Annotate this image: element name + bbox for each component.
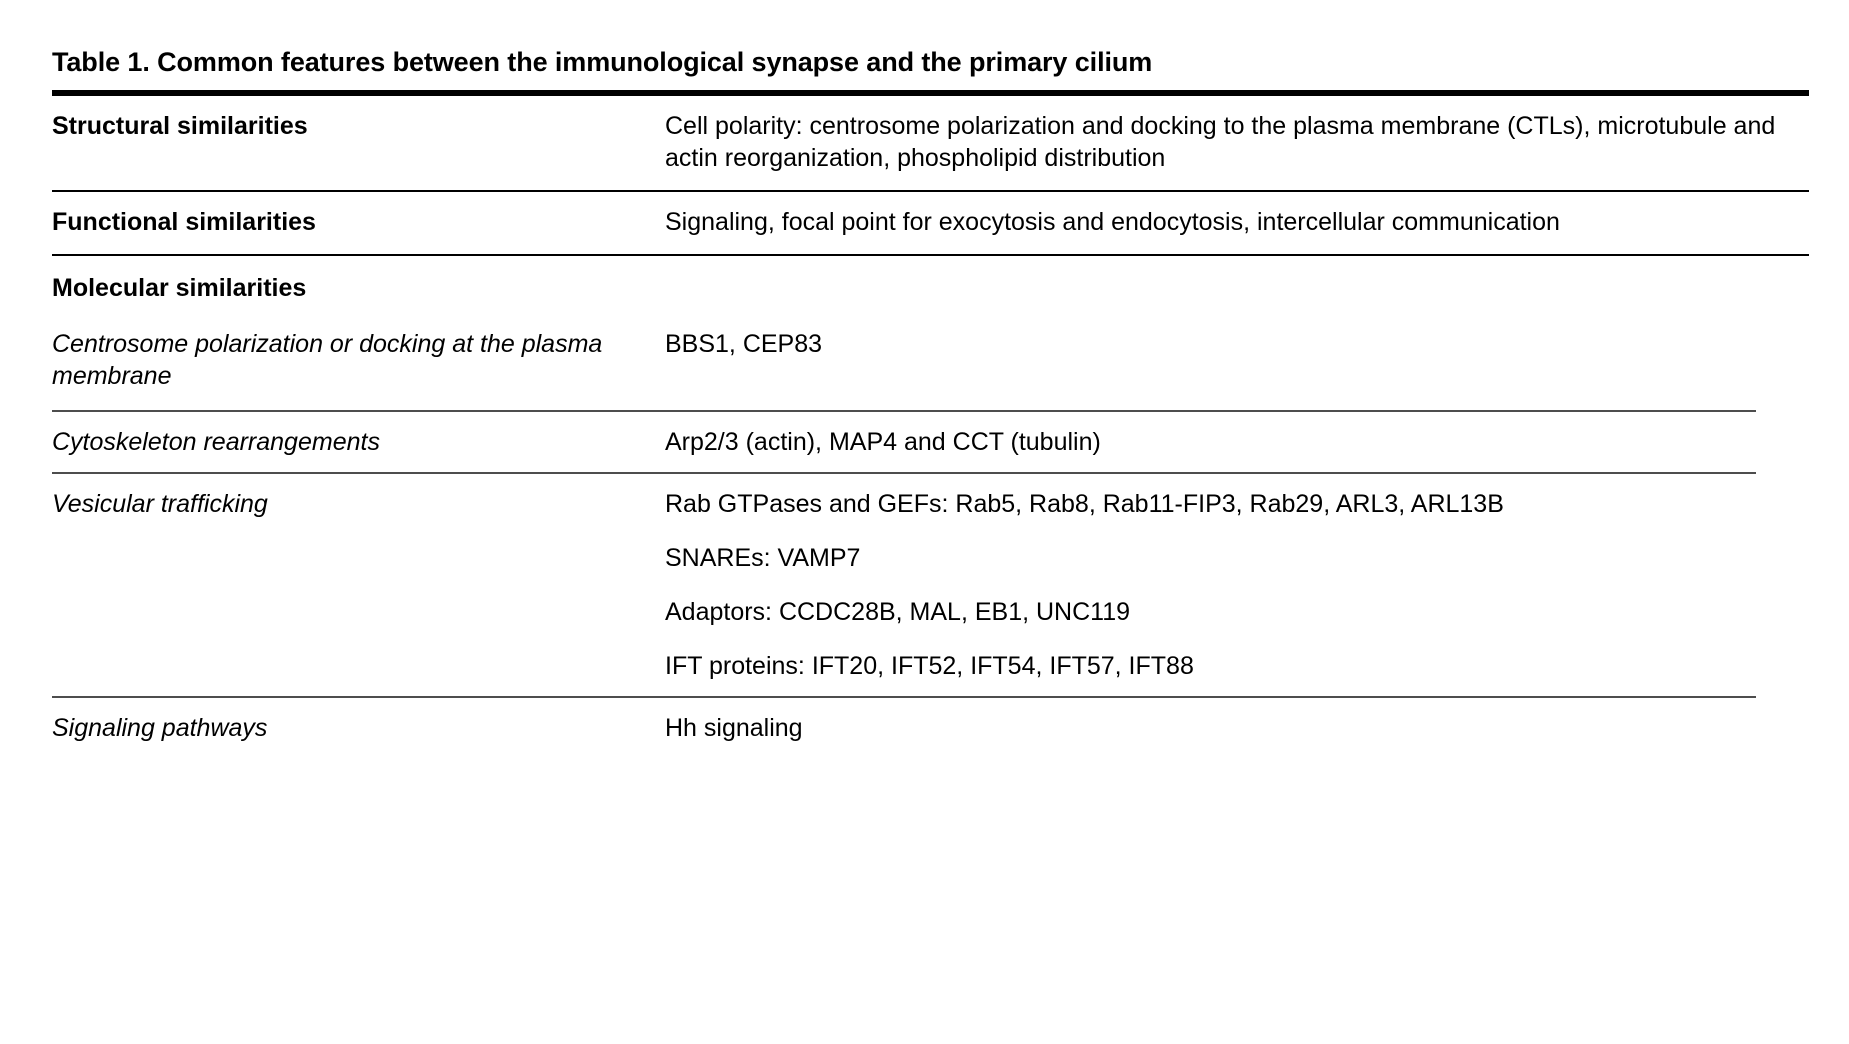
row-label: Signaling pathways xyxy=(52,714,268,743)
row-value-group xyxy=(665,712,1809,744)
row-value-group xyxy=(665,206,1809,238)
row-value-group xyxy=(665,488,1809,682)
row-value-group xyxy=(665,426,1809,458)
row-label: Structural similarities xyxy=(52,112,308,141)
table-row xyxy=(52,698,1809,762)
table-row xyxy=(52,96,1809,190)
row-value: Arp2/3 (actin), MAP4 and CCT (tubulin) xyxy=(665,428,1101,457)
table-row xyxy=(52,412,1809,472)
page-title: Table 1. Common features between the immunological synapse and the primary cilium xyxy=(52,47,1153,77)
row-label: Vesicular trafficking xyxy=(52,490,268,519)
table-row xyxy=(52,314,1809,410)
group-heading-row xyxy=(52,256,1809,314)
row-label: Cytoskeleton rearrangements xyxy=(52,428,380,457)
group-heading: Molecular similarities xyxy=(52,274,307,303)
row-value: BBS1, CEP83 xyxy=(665,330,823,359)
row-value: Signaling, focal point for exocytosis and endocytosis, intercellular communication xyxy=(665,208,1560,237)
row-label: Centrosome polarization or docking at the plasma membrane xyxy=(52,330,603,391)
row-value: IFT proteins: IFT20, IFT52, IFT54, IFT57, IFT88 xyxy=(665,652,1194,681)
row-value: Hh signaling xyxy=(665,714,803,743)
row-value: Cell polarity: centrosome polarization and docking to the plasma membrane (CTLs), microtubule and actin reorganization, phospholipid distribution xyxy=(665,112,1776,173)
row-value-group xyxy=(665,328,1809,360)
row-label: Functional similarities xyxy=(52,208,316,237)
row-value-group xyxy=(665,110,1809,174)
row-value: SNAREs: VAMP7 xyxy=(665,544,861,573)
row-value: Adaptors: CCDC28B, MAL, EB1, UNC119 xyxy=(665,598,1131,627)
row-value: Rab GTPases and GEFs: Rab5, Rab8, Rab11-FIP3, Rab29, ARL3, ARL13B xyxy=(665,490,1504,519)
table-row xyxy=(52,474,1809,696)
table-row xyxy=(52,192,1809,254)
